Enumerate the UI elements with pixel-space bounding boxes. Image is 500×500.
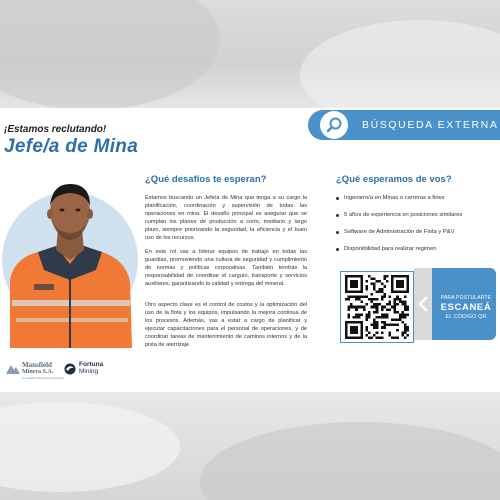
challenges-paragraph-3: Otro aspecto clave es el control de costos y la optimización del uso de la flota y los equipos, impulsando la mejora continua de los procesos. Además, vas a estar a cargo de planificar y ejecutar capacitaciones para el personal de operaciones, y de coordinar tareas de mantenimiento de caminos internos y de la pista de aterrizaje. bbox=[145, 302, 307, 349]
job-posting-card bbox=[0, 108, 500, 392]
cta-line-1: PARA POSTULARTE bbox=[440, 295, 492, 301]
apply-cta[interactable] bbox=[416, 268, 496, 340]
fortuna-logo bbox=[64, 362, 103, 375]
challenges-paragraph-2: En este rol vas a liderar equipos de trabajo en todas las guardias, promoviendo una cultura de seguridad y cumplimiento de normas y políticas corporativas. También tendrás la responsabilidad de coordinar el carguío, transporte y servicios auxiliares, garantizando la calidad y entrega del mineral. bbox=[145, 249, 307, 288]
list-item: Disponibilidad para realizar regimen bbox=[336, 245, 496, 253]
fortuna-mark-icon bbox=[64, 363, 76, 375]
challenges-heading: ¿Qué desafíos te esperan? bbox=[145, 174, 267, 185]
qr-code[interactable] bbox=[340, 271, 414, 343]
recruiting-kicker: ¡Estamos reclutando! bbox=[4, 124, 107, 135]
list-item: 5 años de experiencia en posiciones similares bbox=[336, 211, 496, 219]
search-icon bbox=[320, 111, 348, 139]
qr-code-icon bbox=[345, 275, 409, 339]
background-bottom bbox=[0, 392, 500, 500]
fortuna-sub: Mining bbox=[79, 367, 99, 375]
mountain-icon bbox=[6, 362, 20, 374]
search-badge bbox=[308, 110, 500, 140]
list-item: Ingeniero/a en Minas o carreras a fines bbox=[336, 194, 496, 202]
mansfield-tagline: Compañía Minera de Argentina bbox=[22, 376, 64, 380]
fortuna-name: Fortuna bbox=[79, 361, 104, 368]
requirements-list bbox=[336, 194, 496, 262]
cta-line-2: ESCANEÁ bbox=[440, 302, 492, 313]
cta-line-3: EL CÓDIGO QR bbox=[445, 314, 487, 320]
job-title: Jefe/a de Mina bbox=[4, 136, 139, 157]
background-top bbox=[0, 0, 500, 108]
chevron-left-icon bbox=[414, 268, 432, 340]
challenges-paragraph-1: Estamos buscando un Jefe/a de Mina que tenga a su cargo la planificación, coordinación y supervisión de todas las operaciones en mina. El desafío principal es asegurar que se cumplan los planes de producción a corto, mediano y largo plazo, siempre priorizando la seguridad, la eficiencia y el buen uso de los recursos. bbox=[145, 195, 307, 242]
mansfield-name: Mansfield bbox=[22, 361, 52, 369]
worker-photo bbox=[0, 160, 140, 348]
mansfield-sub: Minera S.A. bbox=[22, 369, 54, 375]
badge-label: BÚSQUEDA EXTERNA bbox=[362, 119, 499, 131]
list-item: Software de Administración de Flota y P&V bbox=[336, 228, 496, 236]
mansfield-logo bbox=[6, 362, 64, 380]
expectations-heading: ¿Qué esperamos de vos? bbox=[336, 174, 452, 185]
